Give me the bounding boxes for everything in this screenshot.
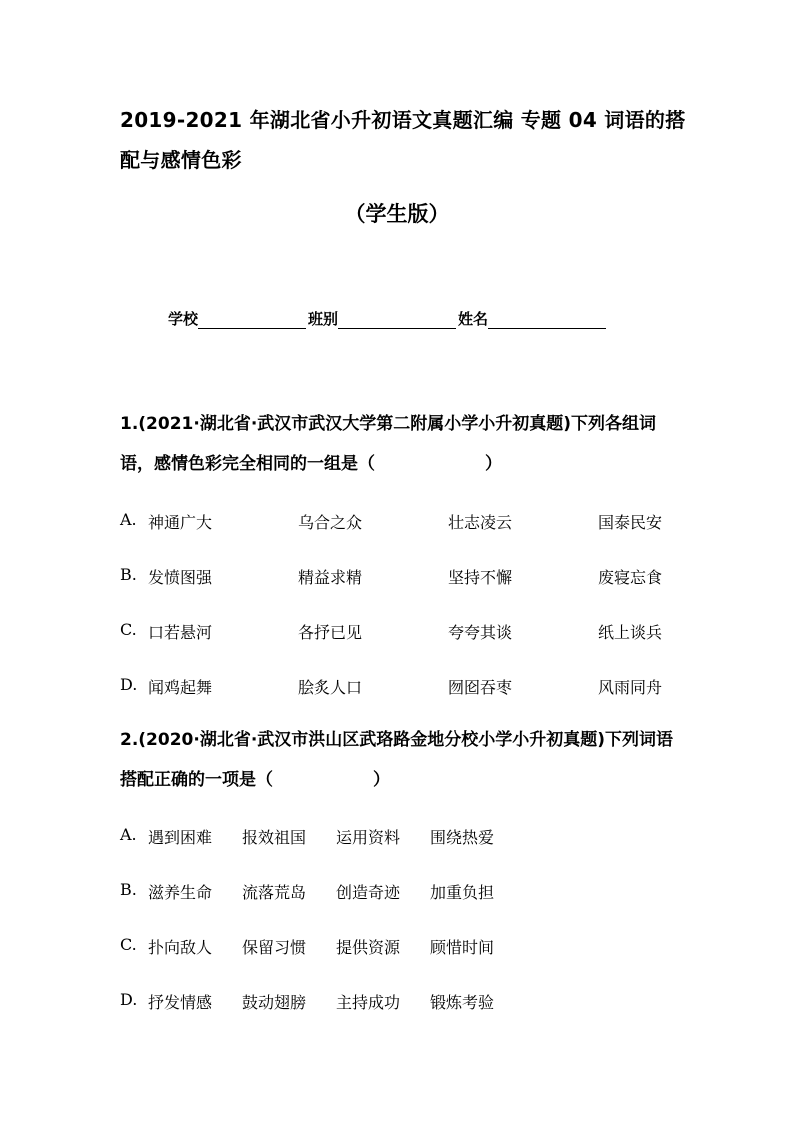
option-letter: A. bbox=[120, 825, 137, 844]
option-letter: A. bbox=[120, 510, 137, 529]
option-word: 囫囵吞枣 bbox=[448, 678, 513, 697]
option-word: 国泰民安 bbox=[598, 513, 663, 532]
option-word: 坚持不懈 bbox=[448, 568, 513, 587]
option-word: 夸夸其谈 bbox=[448, 623, 513, 642]
school-blank[interactable] bbox=[198, 312, 306, 329]
option-word: 围绕热爱 bbox=[430, 828, 495, 847]
option-word: 神通广大 bbox=[148, 513, 213, 532]
option-letter: C. bbox=[120, 935, 137, 954]
option-word: 纸上谈兵 bbox=[598, 623, 663, 642]
option-word: 创造奇迹 bbox=[336, 883, 401, 902]
school-label: 学校 bbox=[168, 310, 199, 328]
option-word: 锻炼考验 bbox=[430, 993, 495, 1012]
name-blank[interactable] bbox=[488, 312, 606, 329]
option-word: 抒发情感 bbox=[148, 993, 213, 1012]
option-word: 保留习惯 bbox=[242, 938, 307, 957]
option-word: 脍炙人口 bbox=[298, 678, 363, 697]
option-word: 扑向敌人 bbox=[148, 938, 213, 957]
option-word: 闻鸡起舞 bbox=[148, 678, 213, 697]
question-2-close-paren: ） bbox=[373, 770, 390, 790]
option-word: 加重负担 bbox=[430, 883, 495, 902]
option-word: 乌合之众 bbox=[298, 513, 363, 532]
option-word: 口若悬河 bbox=[148, 623, 213, 642]
option-word: 各抒已见 bbox=[298, 623, 363, 642]
option-word: 提供资源 bbox=[336, 938, 401, 957]
question-1-text: 1.(2021·湖北省·武汉市武汉大学第二附属小学小升初真题)下列各组词语，感情色彩完全相同的一组是（ bbox=[120, 414, 657, 474]
question-2-text: 2.(2020·湖北省·武汉市洪山区武珞路金地分校小学小升初真题)下列词语搭配正确的一项是（ bbox=[120, 730, 674, 790]
option-word: 顾惜时间 bbox=[430, 938, 495, 957]
option-word: 废寝忘食 bbox=[598, 568, 663, 587]
option-word: 风雨同舟 bbox=[598, 678, 663, 697]
document-subtitle: （学生版） bbox=[344, 202, 450, 226]
question-1-close-paren: ） bbox=[485, 454, 502, 474]
option-letter: B. bbox=[120, 565, 137, 584]
name-label: 姓名 bbox=[458, 310, 489, 328]
option-word: 运用资料 bbox=[336, 828, 401, 847]
option-word: 壮志凌云 bbox=[448, 513, 513, 532]
document-title: 2019-2021 年湖北省小升初语文真题汇编 专题 04 词语的搭配与感情色彩 bbox=[120, 108, 686, 172]
option-letter: C. bbox=[120, 620, 137, 639]
question-1-stem bbox=[120, 404, 690, 484]
class-label: 班别 bbox=[308, 310, 339, 328]
class-blank[interactable] bbox=[338, 312, 456, 329]
option-word: 遇到困难 bbox=[148, 828, 213, 847]
option-word: 主持成功 bbox=[336, 993, 401, 1012]
student-info-row bbox=[168, 308, 608, 329]
question-2-stem bbox=[120, 720, 690, 800]
option-letter: D. bbox=[120, 675, 138, 694]
option-word: 报效祖国 bbox=[242, 828, 307, 847]
option-letter: B. bbox=[120, 880, 137, 899]
option-word: 精益求精 bbox=[298, 568, 363, 587]
option-word: 滋养生命 bbox=[148, 883, 213, 902]
option-word: 发愤图强 bbox=[148, 568, 213, 587]
option-word: 流落荒岛 bbox=[242, 883, 307, 902]
option-word: 鼓动翅膀 bbox=[242, 993, 307, 1012]
option-letter: D. bbox=[120, 990, 138, 1009]
